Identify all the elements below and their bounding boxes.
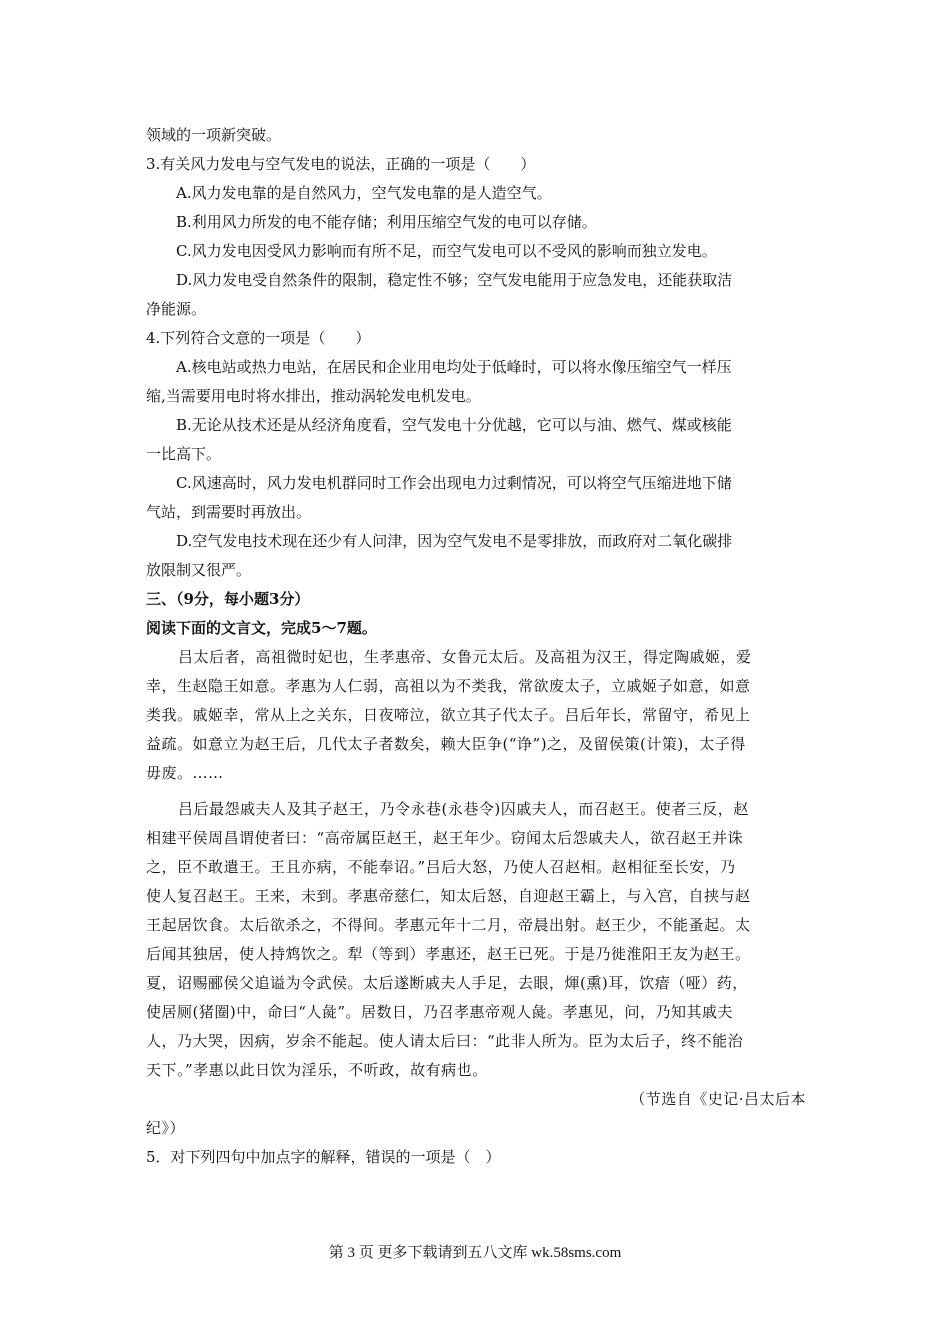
question-3: 3.有关风力发电与空气发电的说法，正确的一项是（ ） [146,155,536,173]
option-4d: D.空气发电技术现在还少有人问津，因为空气发电不是零排放，而政府对二氧化碳排 [176,532,733,550]
option-3b: B.利用风力所发的电不能存储；利用压缩空气发的电可以存储。 [176,213,597,231]
option-3a: A.风力发电靠的是自然风力，空气发电靠的是人造空气。 [176,184,552,202]
instruction: 阅读下面的文言文，完成5～7题。 [146,619,377,637]
classical-text-line: 天下。”孝惠以此日饮为淫乐，不听政，故有病也。 [146,1061,488,1079]
text-line: 一比高下。 [146,445,222,463]
text-line: 缩,当需要用电时将水排出，推动涡轮发电机发电。 [146,387,481,405]
classical-text-line: 毋废。…… [146,764,224,782]
option-4a: A.核电站或热力电站，在居民和企业用电均处于低峰时，可以将水像压缩空气一样压 [176,358,732,376]
classical-text-line: 吕后最怨戚夫人及其子赵王，乃令永巷(永巷令)囚戚夫人，而召赵王。使者三反，赵 [178,800,749,818]
source-note-end: 纪》） [146,1119,186,1137]
section-heading: 三、（9分，每小题3分） [146,590,310,608]
classical-text-line: 王起居饮食。太后欲杀之，不得间。孝惠元年十二月，帝晨出射。赵王少，不能蚤起。太 [146,916,751,934]
classical-text-line: 使人复召赵王。王来，未到。孝惠帝慈仁，知太后怒，自迎赵王霸上，与入宫，自挟与赵 [146,887,751,905]
option-3d: D.风力发电受自然条件的限制，稳定性不够；空气发电能用于应急发电，还能获取洁 [176,271,733,289]
classical-text-line: 相建平侯周昌谓使者曰：“高帝属臣赵王，赵王年少。窃闻太后怨戚夫人，欲召赵王并诛 [146,829,744,847]
page-footer: 第 3 页 更多下载请到五八文库 wk.58sms.com [328,1245,622,1261]
classical-text-line: 类我。戚姬幸，常从上之关东，日夜啼泣，欲立其子代太子。吕后年长，常留守，希见上 [146,706,751,724]
text-line: 气站，到需要时再放出。 [146,503,312,521]
option-3c: C.风力发电因受风力影响而有所不足，而空气发电可以不受风的影响而独立发电。 [176,242,717,260]
text-line: 领域的一项新突破。 [146,126,282,144]
option-4c: C.风速高时，风力发电机群同时工作会出现电力过剩情况，可以将空气压缩进地下储 [176,474,732,492]
text-line: 净能源。 [146,300,207,318]
classical-text-line: 人，乃大哭，因病，岁余不能起。使人请太后曰：“此非人所为。臣为太后子，终不能治 [146,1032,744,1050]
source-note: （节选自《史记·吕太后本 [630,1090,806,1108]
classical-text-line: 后闻其独居，使人持鸩饮之。犁（等到）孝惠还，赵王已死。于是乃徙淮阳王友为赵王。 [146,945,751,963]
classical-text-line: 使居厕(猪圈)中，命曰“人彘”。居数日，乃召孝惠帝观人彘。孝惠见，问，乃知其戚夫 [146,1003,734,1021]
text-line: 放限制又很严。 [146,561,252,579]
classical-text-line: 夏，诏赐郦侯父追谥为令武侯。太后遂断戚夫人手足，去眼，煇(熏)耳，饮瘖（哑）药， [146,974,748,992]
classical-text-line: 幸，生赵隐王如意。孝惠为人仁弱，高祖以为不类我，常欲废太子，立戚姬子如意，如意 [146,677,751,695]
question-5: 5．对下列四句中加点字的解释，错误的一项是（ ） [146,1148,501,1166]
question-4: 4.下列符合文意的一项是（ ） [146,329,371,347]
classical-text-line: 之，臣不敢遣王。王且亦病，不能奉诏。”吕后大怒，乃使人召赵相。赵相征至长安，乃 [146,858,736,876]
classical-text-line: 吕太后者，高祖微时妃也，生孝惠帝、女鲁元太后。及高祖为汉王，得定陶戚姬，爱 [178,648,752,666]
option-4b: B.无论从技术还是从经济角度看，空气发电十分优越，它可以与油、燃气、煤或核能 [176,416,732,434]
classical-text-line: 益疏。如意立为赵王后，几代太子者数矣，赖大臣争(“诤”)之，及留侯策(计策)，太子得 [146,735,746,753]
